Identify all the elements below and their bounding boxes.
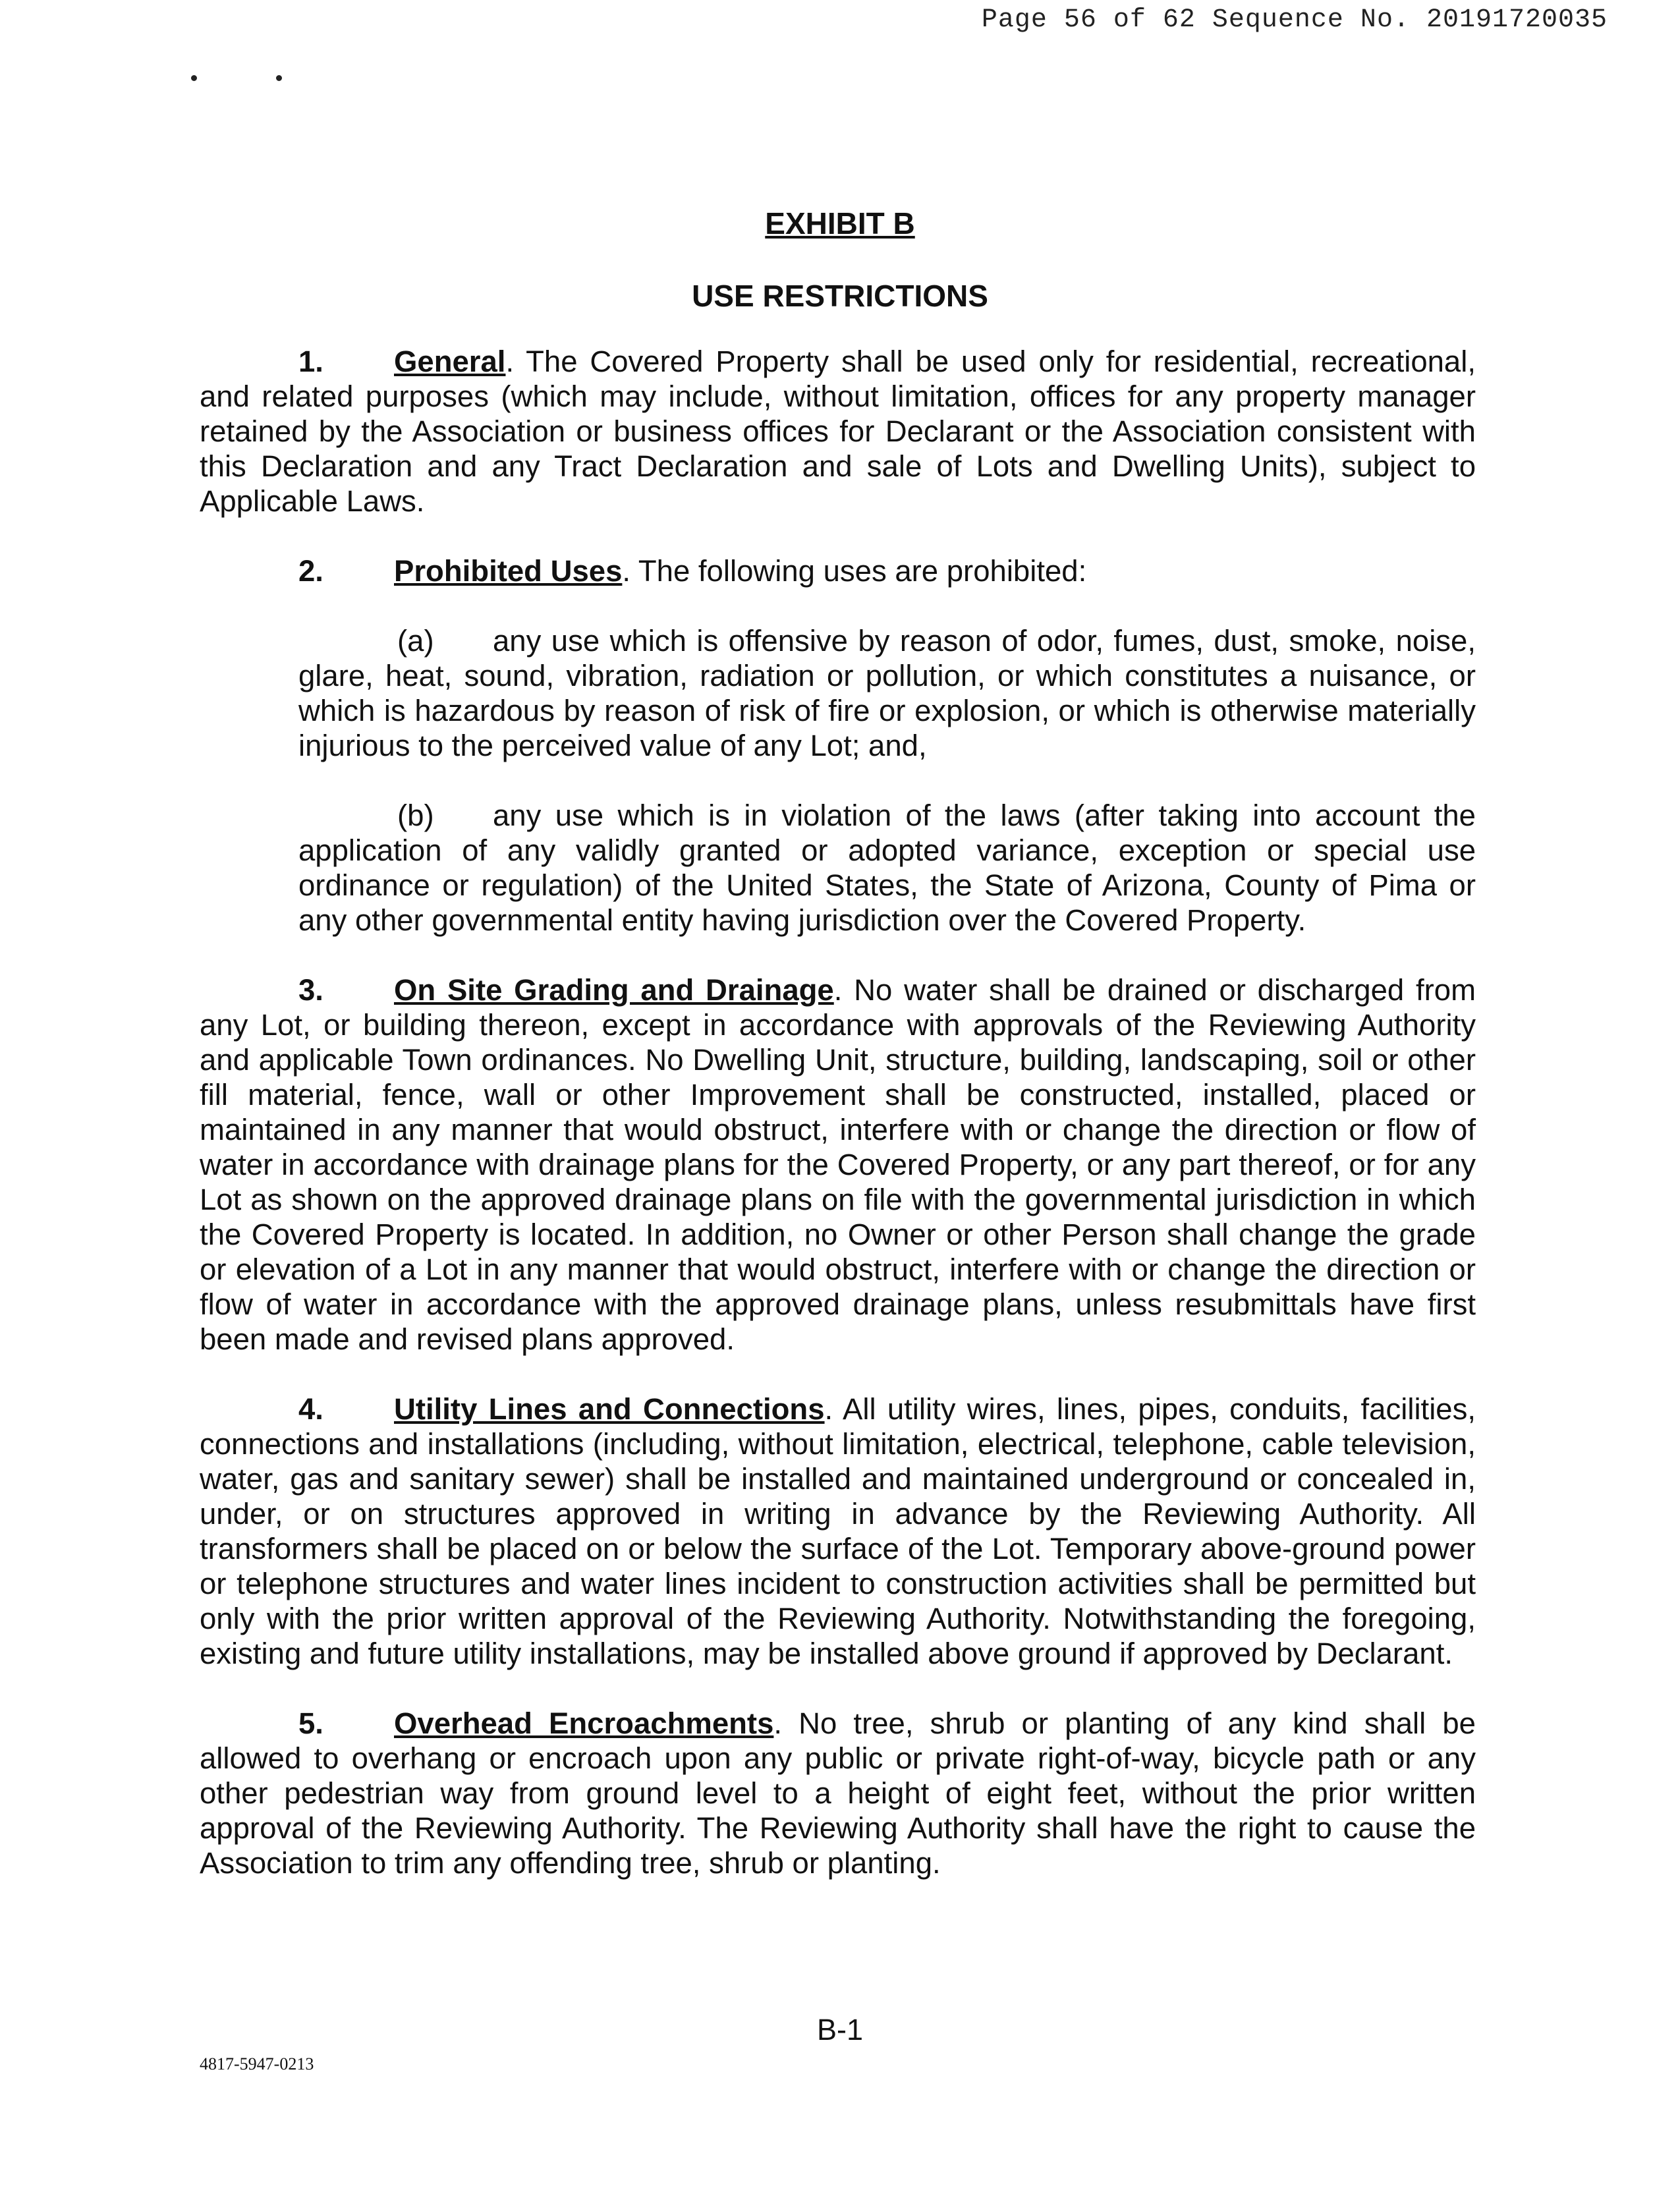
subsection-label: (a) xyxy=(397,624,434,658)
section-heading: Overhead Encroachments xyxy=(394,1706,774,1740)
document-body xyxy=(200,344,1476,1915)
section-number: 3. xyxy=(298,973,323,1007)
section-heading: Prohibited Uses xyxy=(394,554,623,588)
section-text: No water shall be drained or discharged from any Lot, or building thereon, except in accordance with approvals of the Reviewing Authority and applicable Town ordinances. No Dwelling Unit, structure, building, landscaping, soil or other fill material, fence, wall or other Improvement shall be constructed, installed, placed or maintained in any manner that would obstruct, interfere with or change the direction or flow of water in accordance with drainage plans for the Covered Property, or any part thereof, or for any Lot as shown on the approved drainage plans on file with the governmental jurisdiction in which the Covered Property is located. In addition, no Owner or other Person shall change the grade or elevation of a Lot in any manner that would obstruct, interfere with or change the direction or flow of water in accordance with the approved drainage plans, unless resubmittals have first been made and revised plans approved. xyxy=(200,973,1476,1356)
section-1: 1. General. The Covered Property shall be used only for residential, recreational, and related purposes (which may include, without limitation, offices for any property manager retained by the Association or business offices for Declarant or the Association consistent with this Declaration and any Tract Declaration and sale of Lots and Dwelling Units), subject to Applicable Laws. xyxy=(200,345,1476,518)
section-4: 4. Utility Lines and Connections. All utility wires, lines, pipes, conduits, facilities, connections and installations (including, without limitation, electrical, telephone, cable television, water, gas and sanitary sewer) shall be installed and maintained underground or concealed in, under, or on structures approved in writing in advance by the Reviewing Authority. All transformers shall be placed on or below the surface of the Lot. Temporary above-ground power or telephone structures and water lines incident to construction activities shall be permitted but only with the prior written approval of the Reviewing Authority. Notwithstanding the foregoing, existing and future utility installations, may be installed above ground if approved by Declarant. xyxy=(200,1392,1476,1670)
section-text: The Covered Property shall be used only for residential, recreational, and related purposes (which may include, without limitation, offices for any property manager retained by the Association or business offices for Declarant or the Association consistent with this Declaration and any Tract Declaration and sale of Lots and Dwelling Units), subject to Applicable Laws. xyxy=(200,345,1476,518)
subsection-b xyxy=(298,798,1476,938)
section-heading: On Site Grading and Drainage xyxy=(394,973,834,1007)
document-id: 4817-5947-0213 xyxy=(200,2054,314,2073)
page-header: Page 56 of 62 Sequence No. 20191720035 xyxy=(981,5,1608,35)
section-number: 4. xyxy=(298,1392,323,1426)
exhibit-subtitle: USE RESTRICTIONS xyxy=(692,279,988,313)
subsection-text: any use which is offensive by reason of odor, fumes, dust, smoke, noise, glare, heat, sound, vibration, radiation or pollution, or which constitutes a nuisance, or which is hazardous by reason of risk of fire or explosion, or which is otherwise materially injurious to the perceived value of any Lot; and, xyxy=(298,624,1476,762)
subsection-label: (b) xyxy=(397,799,434,832)
page-number: B-1 xyxy=(816,2013,864,2046)
section-heading: General xyxy=(394,345,506,378)
section-5: 5. Overhead Encroachments. No tree, shrub or planting of any kind shall be allowed to overhang or encroach upon any public or private right-of-way, bicycle path or any other pedestrian way from ground level to a height of eight feet, without the prior written approval of the Reviewing Authority. The Reviewing Authority shall have the right to cause the Association to trim any offending tree, shrub or planting. xyxy=(200,1706,1476,1880)
section-2: 2. Prohibited Uses. The following uses are prohibited: xyxy=(298,554,1087,588)
exhibit-title: EXHIBIT B xyxy=(765,206,915,240)
section-number: 2. xyxy=(298,554,323,588)
section-number: 1. xyxy=(298,345,323,378)
section-3: 3. On Site Grading and Drainage. No water shall be drained or discharged from any Lot, or building thereon, except in accordance with approvals of the Reviewing Authority and applicable Town ordinances. No Dwelling Unit, structure, building, landscaping, soil or other fill material, fence, wall or other Improvement shall be constructed, installed, placed or maintained in any manner that would obstruct, interfere with or change the direction or flow of water in accordance with drainage plans for the Covered Property, or any part thereof, or for any Lot as shown on the approved drainage plans on file with the governmental jurisdiction in which the Covered Property is located. In addition, no Owner or other Person shall change the grade or elevation of a Lot in any manner that would obstruct, interfere with or change the direction or flow of water in accordance with the approved drainage plans, unless resubmittals have first been made and revised plans approved. xyxy=(200,973,1476,1356)
section-text: No tree, shrub or planting of any kind shall be allowed to overhang or encroach upon any public or private right-of-way, bicycle path or any other pedestrian way from ground level to a height of eight feet, without the prior written approval of the Reviewing Authority. The Reviewing Authority shall have the right to cause the Association to trim any offending tree, shrub or planting. xyxy=(200,1706,1476,1880)
section-text: All utility wires, lines, pipes, conduits, facilities, connections and installations (including, without limitation, electrical, telephone, cable television, water, gas and sanitary sewer) shall be installed and maintained underground or concealed in, under, or on structures approved in writing in advance by the Reviewing Authority. All transformers shall be placed on or below the surface of the Lot. Temporary above-ground power or telephone structures and water lines incident to construction activities shall be permitted but only with the prior written approval of the Reviewing Authority. Notwithstanding the foregoing, existing and future utility installations, may be installed above ground if approved by Declarant. xyxy=(200,1392,1476,1670)
section-number: 5. xyxy=(298,1706,323,1740)
section-heading: Utility Lines and Connections xyxy=(394,1392,825,1426)
subsection-a xyxy=(298,623,1476,763)
section-text: The following uses are prohibited: xyxy=(630,554,1087,588)
subsection-text: any use which is in violation of the laws (after taking into account the application of any validly granted or adopted variance, exception or special use ordinance or regulation) of the United States, the State of Arizona, County of Pima or any other governmental entity having jurisdiction over the Covered Property. xyxy=(298,799,1476,937)
scan-specks xyxy=(191,72,361,84)
